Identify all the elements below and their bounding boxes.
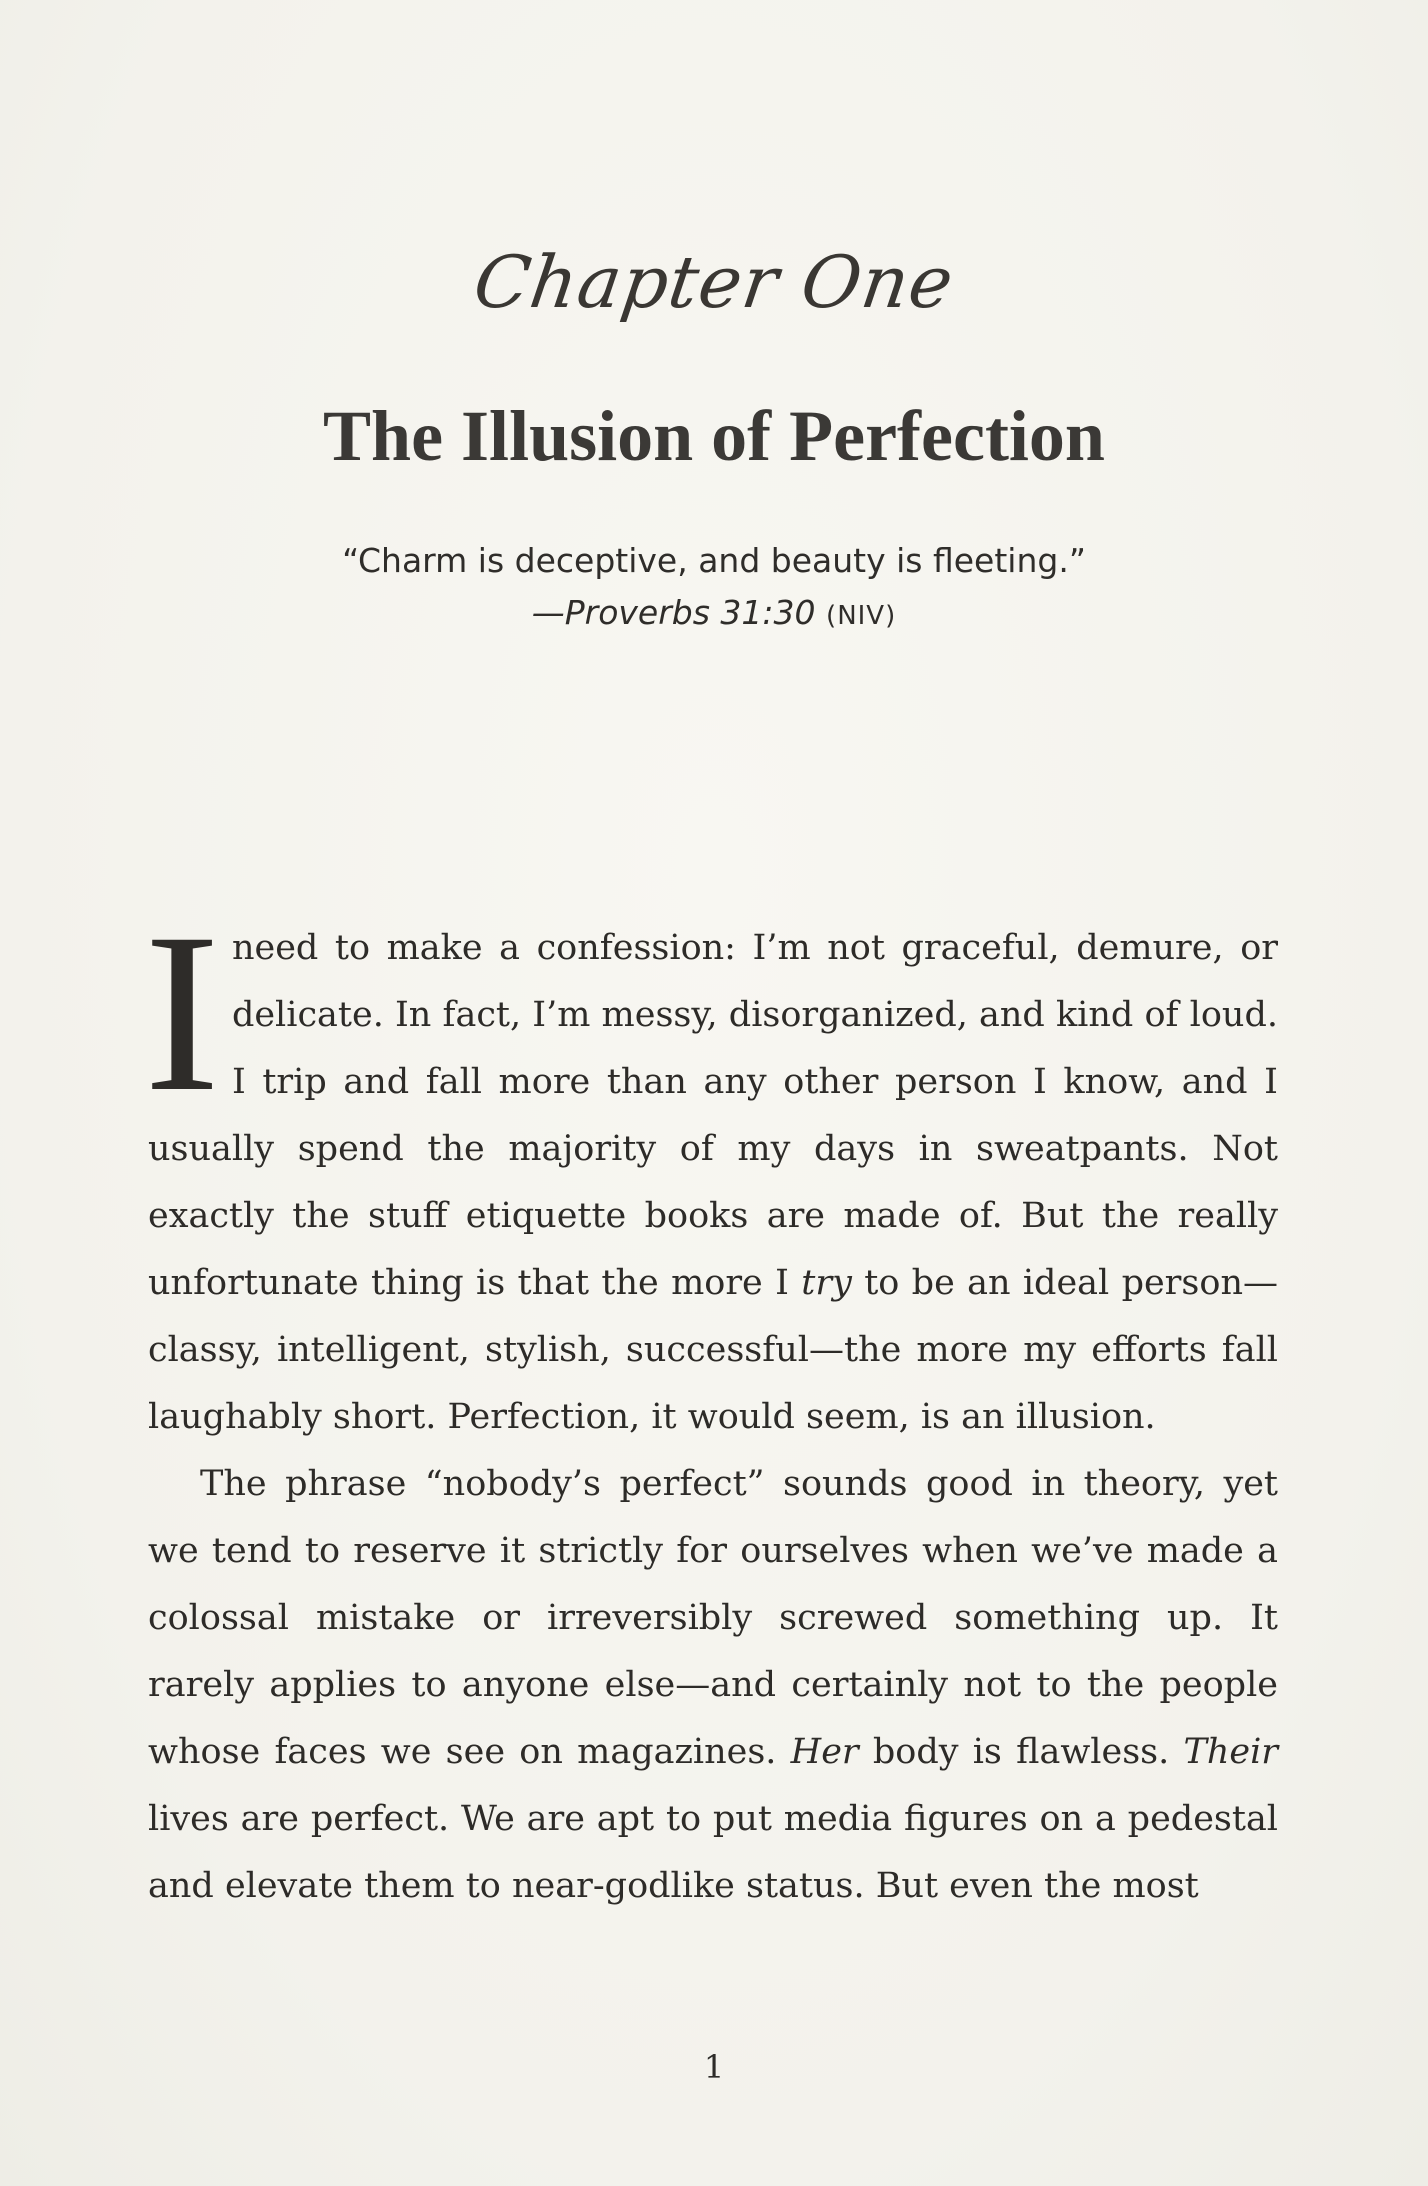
epigraph-reference: —Proverbs 31:30 bbox=[531, 593, 816, 632]
page-number: 1 bbox=[703, 2048, 725, 2086]
paragraph-1-text-a: need to make a confession: I’m not graceful, demure, or delicate. In fact, I’m messy, disorganized, and kind of loud. I trip and fall more than any other person I know, and I usually spend the majority of my days in sweatpants. Not exactly the stuff etiquette books are made of. But the really unfortunate thing is that the more I bbox=[148, 928, 1278, 1303]
paragraph-2-text-b: body is flawless. bbox=[858, 1732, 1184, 1772]
epigraph-version: (NIV) bbox=[826, 601, 897, 631]
body-text bbox=[144, 887, 1279, 1920]
drop-cap: I bbox=[144, 887, 220, 1139]
paragraph-1 bbox=[144, 887, 1278, 1451]
epigraph bbox=[0, 535, 1428, 642]
paragraph-2-emphasis-her: Her bbox=[790, 1732, 859, 1772]
paragraph-1-emphasis: try bbox=[801, 1263, 852, 1303]
paragraph-2 bbox=[148, 1451, 1278, 1920]
chapter-label: Chapter One bbox=[468, 240, 960, 324]
epigraph-quote: “Charm is deceptive, and beauty is fleeting.” bbox=[342, 541, 1086, 580]
paragraph-2-emphasis-their: Their bbox=[1183, 1732, 1279, 1772]
paragraph-2-text-a: The phrase “nobody’s perfect” sounds good in theory, yet we tend to reserve it strictly for ourselves when we’ve made a colossal mistake or irreversibly screwed something up. It rarely applies to anyone else—and certainly not to the people whose faces we see on magazines. bbox=[148, 1464, 1278, 1772]
paragraph-2-text-c: lives are perfect. We are apt to put media figures on a pedestal and elevate them to near-godlike status. But even the most bbox=[148, 1799, 1278, 1906]
chapter-title: The Illusion of Perfection bbox=[323, 396, 1105, 476]
epigraph-citation bbox=[0, 587, 1428, 642]
paragraph-1-text-b: to be an ideal person—classy, intelligent, stylish, successful—the more my efforts fall laughably short. Perfection, it would seem, is an illusion. bbox=[148, 1263, 1278, 1437]
